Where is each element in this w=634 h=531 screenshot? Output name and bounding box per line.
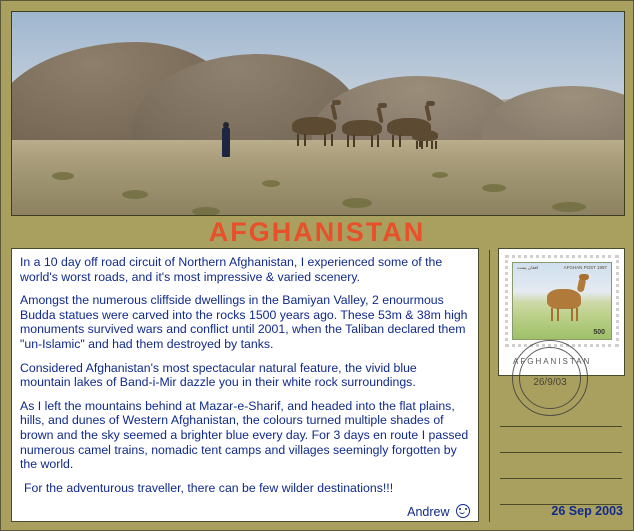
herder-figure (222, 127, 230, 157)
page-title: AFGHANISTAN (208, 217, 426, 247)
scrub-bush (552, 202, 586, 212)
address-line (500, 426, 622, 427)
postmark (512, 340, 592, 416)
scrub-bush (342, 198, 372, 208)
scrub-bush (262, 180, 280, 187)
camel-caravan-photo (11, 11, 625, 216)
scrub-bush (122, 190, 148, 199)
postmark-country: AFGHANISTAN (513, 357, 592, 366)
scrub-bush (192, 207, 220, 216)
desert-plain (12, 140, 624, 215)
camel-1 (292, 117, 336, 135)
paragraph-4: As I left the mountains behind at Mazar-e-Sharif, and headed into the flat plains, hills, and dunes of Western Afghanistan, the colours turned multiple shades of brown and the sky seemed a brighter blue every day. For 3 days en route I passed numerous camel trains, nomadic tent camps and villages seemingly forgotten by the world. (20, 398, 469, 472)
address-line (500, 452, 622, 453)
scrub-bush (52, 172, 74, 180)
smiley-icon (456, 504, 470, 518)
scrub-bush (482, 184, 506, 192)
address-line (500, 478, 622, 479)
stamp-header-right: AFGHAN POST 1997 (563, 265, 607, 270)
message-panel (11, 248, 479, 522)
address-side (498, 248, 625, 522)
stamp-artwork (512, 262, 612, 340)
signature: Andrew (407, 505, 450, 519)
gazelle-illustration (547, 289, 581, 309)
postmark-date: 26/9/03 (533, 377, 567, 388)
paragraph-1: In a 10 day off road circuit of Northern Afghanistan, I experienced some of the world's worst roads, and it's most impressive & varied scenery. (20, 255, 443, 284)
camel-4 (412, 130, 438, 141)
postage-stamp (505, 255, 619, 347)
scrub-bush (432, 172, 448, 178)
signature-row (407, 502, 470, 519)
camel-2 (342, 120, 382, 136)
date-sent: 26 Sep 2003 (551, 504, 623, 518)
paragraph-5: For the adventurous traveller, there can be few wilder destinations!!! (24, 480, 394, 495)
panel-divider (489, 250, 490, 522)
paragraph-2: Amongst the numerous cliffside dwellings in the Bamiyan Valley, 2 enourmous Budda statues were carved into the rocks 1500 years ago. These 53m & 38m high monuments survived wars and conflict until 2001, when the Taliban declared them "un-Islamic" and had them destroyed by tanks. (20, 293, 468, 351)
stamp-value: 500 (593, 329, 605, 336)
photo-scene (12, 12, 624, 215)
paragraph-3: Considered Afghanistan's most spectacular natural feature, the vivid blue mountain lakes of Band-i-Mir dazzle you in their white rock surroundings. (20, 360, 417, 390)
hill-right (482, 86, 625, 142)
stamp-header-left: افغان پست (517, 265, 539, 270)
